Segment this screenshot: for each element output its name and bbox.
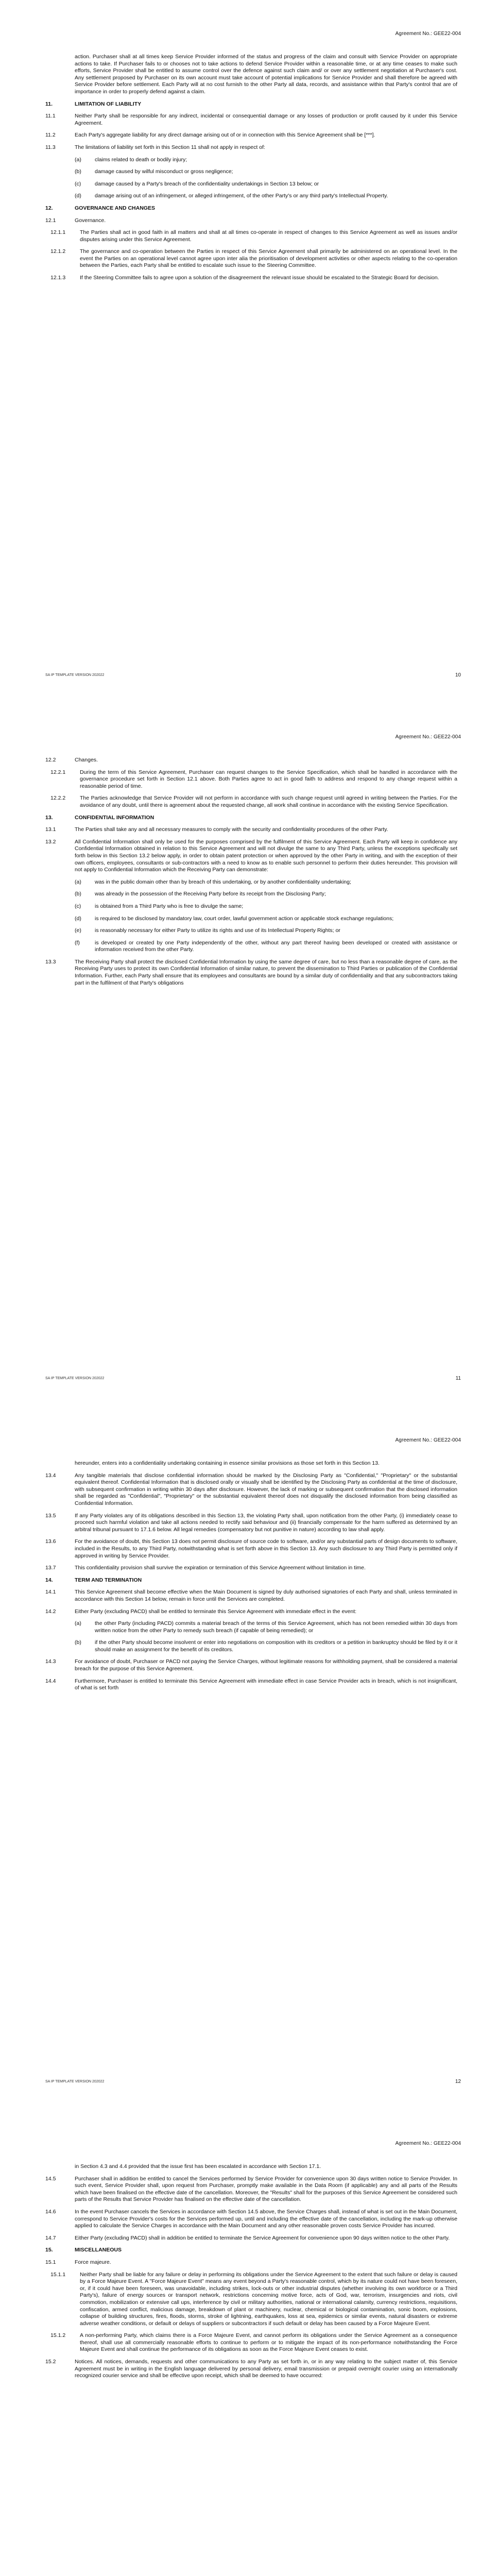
clause: [45, 1472, 457, 1507]
clause-number: 15.1: [45, 2259, 56, 2265]
clause-number: 15.: [45, 2247, 53, 2253]
clause-number: (a): [75, 878, 81, 885]
clause-number: 12.1.2: [50, 248, 66, 255]
clause-text: is developed or created by one Party independently of the other, without any part thereof having been developed or created with assistance or information received from the other Party.: [95, 939, 457, 953]
page-number: 12: [455, 2079, 461, 2084]
clause-text: damage caused by a Party's breach of the confidentiality undertakings in Section 13 below; or: [95, 180, 319, 187]
clause: [45, 1589, 457, 1603]
section-heading: [45, 2247, 457, 2254]
clause-number: 13.1: [45, 826, 56, 833]
clause-number: 13.5: [45, 1512, 56, 1519]
clause-number: 14.: [45, 1577, 53, 1583]
clause-text: The Parties acknowledge that Service Provider will not perform in accordance with such change request until agreed in writing between the Parties. For the avoidance of any doubt, until there is agreement about the requested change, all work shall continue in accordance with the existing Service Specification.: [80, 795, 457, 808]
clause-number: 13.7: [45, 1565, 56, 1571]
clause-number: 14.3: [45, 1658, 56, 1665]
clause: [45, 940, 457, 954]
clause-text: in Section 4.3 and 4.4 provided that the issue first has been escalated in accordance with Section 17.1.: [75, 2163, 321, 2170]
section-heading: [45, 815, 457, 822]
clause-text: All Confidential Information shall only be used for the purposes comprised by the fulfilment of this Service Agreement. Each Party will keep in confidence any Confidential Information obtained in relation to this Service Agreement and will not divulge the same to any Third Party, unless the exceptions specifically set forth below in this Section 13.2 below apply, in order to obtain patent protection or when approved by the other Party in writing, and with the exception of their own officers, employees, consultants or sub-contractors with a need to know as to enable such personnel to perform their duties hereunder. This provision will not apply to Confidential Information which the Receiving Party can demonstrate:: [75, 838, 457, 873]
clause-text: damage arising out of an infringement, or alleged infringement, of the other Party's or any third party's Intellectual Property.: [95, 193, 388, 199]
clause-text: claims related to death or bodily injury;: [95, 156, 187, 163]
clause: [45, 1538, 457, 1560]
clause: [45, 2359, 457, 2380]
clause-text: The limitations of liability set forth in this Section 11 shall not apply in respect of:: [75, 144, 265, 150]
clause-number: 12.2.1: [50, 769, 66, 775]
clause-number: 14.6: [45, 2208, 56, 2215]
clause-number: (b): [75, 168, 81, 175]
clause-number: 11.1: [45, 113, 56, 120]
clause-number: 12.1.3: [50, 275, 66, 281]
clause: [45, 157, 457, 164]
clause-text: Purchaser shall in addition be entitled to cancel the Services performed by Service Provider for convenience upon 30 days written notice to Service Provider. In such event, Service Provider shall, upon request from Purchaser, promptly make available in the Data Room (if applicable) any and all parts of the Results which have been finalised on the effective date of the cancellation. Moreover, the "Results" shall for the purposes of this Service Agreement be considered such parts of the Results that Service Provider has finalised on the effective date of the cancellation.: [75, 2175, 457, 2203]
clause-number: 13.6: [45, 1538, 56, 1545]
continued-paragraph: [45, 2163, 457, 2171]
clause-number: (b): [75, 891, 81, 897]
clause-text: damage caused by wilful misconduct or gross negligence;: [95, 168, 233, 175]
clause-text: MISCELLANEOUS: [75, 2247, 122, 2253]
clause: [45, 113, 457, 127]
clause-number: (c): [75, 903, 81, 909]
clause: [45, 1658, 457, 1672]
clause-text: The Parties shall take any and all necessary measures to comply with the security and confidentiality procedures of the other Party.: [75, 826, 388, 833]
page: [0, 1406, 497, 2110]
clause-text: Furthermore, Purchaser is entitled to terminate this Service Agreement with immediate effect in case Service Provider acts in breach, which is not insignificant, of what is set forth: [75, 1677, 457, 1691]
clause-text: Either Party (excluding PACD) shall be entitled to terminate this Service Agreement with immediate effect in the event:: [75, 1608, 357, 1615]
clause-text: Each Party's aggregate liability for any direct damage arising out of or in connection with this Service Agreement shall be [***].: [75, 132, 375, 139]
clause: [45, 1513, 457, 1534]
clause-number: 12.1.1: [50, 229, 66, 236]
clause: [45, 757, 457, 764]
clause-number: 11.3: [45, 144, 56, 150]
clause: [45, 959, 457, 987]
clause-number: (d): [75, 915, 81, 922]
section-heading: [45, 101, 457, 108]
clause: [45, 826, 457, 834]
clause-text: For avoidance of doubt, Purchaser or PACD not paying the Service Charges, without legitimate reasons for withholding payment, shall be considered a material breach for the purpose of this Service Agreement.: [75, 1658, 457, 1672]
clause: [45, 1678, 457, 1692]
clause-number: (b): [75, 1639, 81, 1646]
page-body: [45, 2163, 457, 2385]
clause: [45, 2209, 457, 2230]
clause-number: 13.3: [45, 958, 56, 965]
clause: [45, 181, 457, 188]
clause: [45, 795, 457, 809]
page-body: [45, 54, 457, 287]
page-body: [45, 1460, 457, 1697]
clause-number: 11.: [45, 100, 53, 107]
clause-text: If the Steering Committee fails to agree upon a solution of the disagreement the relevant issue should be escalated to the Strategic Board for decision.: [80, 275, 439, 281]
clause-number: 12.1: [45, 217, 56, 224]
section-heading: [45, 205, 457, 212]
clause: [45, 1639, 457, 1653]
clause-number: 15.2: [45, 2359, 56, 2365]
clause: [45, 769, 457, 790]
page-number: 10: [455, 672, 461, 678]
clause-text: Either Party (excluding PACD) shall in addition be entitled to terminate the Service Agreement for convenience upon 90 days written notice to the other Party.: [75, 2234, 450, 2241]
clause-number: 13.4: [45, 1472, 56, 1479]
clause-text: The Receiving Party shall protect the disclosed Confidential Information by using the same degree of care, but no less than a reasonable degree of care, as the Receiving Party uses to protect its own Confidential Information of similar nature, to prevent the dissemination to Third Parties or publication of the Confidential Information. Further, each Party shall ensure that its employees and consultants are bound by a similar duty of confidentiality and that any subcontractors taking part in the fulfilment of that Party's obligations: [75, 958, 457, 986]
page: [0, 2110, 497, 2576]
clause-text: is required to be disclosed by mandatory law, court order, lawful government action or applicable stock exchange regulations;: [95, 915, 394, 922]
clause: [45, 217, 457, 225]
section-heading: [45, 1577, 457, 1584]
clause-number: 14.2: [45, 1608, 56, 1615]
clause-text: In the event Purchaser cancels the Services in accordance with Section 14.5 above, the Service Charges shall, instead of what is set out in the Main Document, correspond to Service Provider's costs for the Services performed up, until and including the effective date of the cancellation, including the mark-up otherwise applied to calculate the Service Charges in accordance with the Main Document and any other reasonable proven costs Service Provider has incurred.: [75, 2208, 457, 2229]
clause-number: 12.2: [45, 757, 56, 763]
clause-text: is obtained from a Third Party who is free to divulge the same;: [95, 903, 244, 909]
clause-text: was in the public domain other than by breach of this undertaking, or by another confidentiality undertaking;: [95, 878, 351, 885]
clause-text: the other Party (including PACD) commits a material breach of the terms of this Service Agreement, which has not been remedied within 30 days from written notice from the other Party to remedy such breach (if capable of being remedied); or: [95, 1620, 457, 1634]
clause-number: 15.1.1: [50, 2271, 66, 2278]
clause: [45, 891, 457, 898]
clause: [45, 193, 457, 200]
clause-number: 15.1.2: [50, 2332, 66, 2339]
page: [0, 0, 497, 703]
clause-number: (d): [75, 193, 81, 199]
clause-text: If any Party violates any of its obligations described in this Section 13, the violating Party shall, upon notification from the other Party, (i) immediately cease to proceed such harmful violation and take all actions needed to rectify said behaviour and (ii) financially compensate for the harm suffered as determined by an arbitral tribunal pursuant to 17.1.6 below. All legal remedies (compensatory but not punitive in nature) according to law shall apply.: [75, 1512, 457, 1533]
clause-text: Notices. All notices, demands, requests and other communications to any Party as set forth in, or in any way relating to the subject matter of, this Service Agreement must be in writing in the English language delivered by personal delivery, email transmission or prepaid overnight courier using an internationally recognized courier service and shall be effective upon receipt, which shall be deemed to have occurred:: [75, 2359, 457, 2379]
clause: [45, 1620, 457, 1634]
clause: [45, 168, 457, 176]
template-version-footer: SA IP TEMPLATE VERSION 202022: [45, 1377, 105, 1380]
clause: [45, 916, 457, 923]
clause-number: 13.2: [45, 838, 56, 845]
agreement-number-header: Agreement No.: GEE22-004: [395, 31, 461, 37]
clause-text: GOVERNANCE AND CHANGES: [75, 205, 155, 211]
clause-text: Neither Party shall be liable for any failure or delay in performing its obligations under the Service Agreement to the extent that such failure or delay is caused by a Force Majeure Event. A "Force Majeure Event" means any event beyond a Party's reasonable control, which by its nature could not have been foreseen, or, if it could have been foreseen, was unavoidable, including strikes, lock-outs or other industrial disputes (whether involving its own workforce or a Third Party's), failure of energy sources or transport network, restrictions concerning motive force, acts of God, war, terrorism, insurgencies and riots, civil commotion, mobilization or extensive call ups, interference by civil or military authorities, national or international calamity, currency restrictions, requisitions, confiscation, armed conflict, malicious damage, breakdown of plant or machinery, nuclear, chemical or biological contamination, sonic boom, explosions, collapse of building structures, fires, floods, storms, stroke of lightning, earthquakes, loss at sea, epidemics or similar events, natural disasters or extreme adverse weather conditions, or default or delays of suppliers or subcontractors if such default or delay has been caused by a Force Majeure Event.: [80, 2271, 457, 2327]
clause-text: if the other Party should become insolvent or enter into negotiations on composition with its creditors or a petition in bankruptcy should be filed by it or it should make an assignment for the benefit of its creditors.: [95, 1639, 457, 1653]
clause-text: Governance.: [75, 217, 106, 224]
page-body: [45, 757, 457, 992]
clause-number: 14.1: [45, 1589, 56, 1596]
continued-paragraph: [45, 1460, 457, 1467]
clause-text: CONFIDENTIAL INFORMATION: [75, 814, 155, 821]
template-version-footer: SA IP TEMPLATE VERSION 202022: [45, 2080, 105, 2083]
clause-number: 14.4: [45, 1677, 56, 1684]
clause-text: For the avoidance of doubt, this Section 13 does not permit disclosure of source code to software, and/or any substantial parts of design documents to software, included in the Results, to any Third Party, notwithstanding what is set forth above in this Section 13. Any such disclosure to any Third Party is permitted only if approved in writing by Service Provider.: [75, 1538, 458, 1559]
clause-number: (f): [75, 939, 80, 946]
clause: [45, 144, 457, 151]
clause: [45, 839, 457, 874]
clause: [45, 927, 457, 935]
clause-text: action. Purchaser shall at all times keep Service Provider informed of the status and progress of the claim and consult with Service Provider on appropriate actions to take. If Purchaser fails to or chooses not to take actions to defend Service Provider within a reasonable time, or at any time ceases to make such efforts, Service Provider shall be entitled to assume control over the defence against such claim and/ or over any settlement negotiation at Purchaser's cost. Any settlement proposed by Purchaser on its own account must take account of potential implications for Service Provider and shall therefore be agreed with Service Provider before settlement. Each Party will at no cost furnish to the other Party all data, records, and assistance within that Party's control that are of importance in order to properly defend against a claim.: [75, 54, 457, 95]
clause: [45, 1608, 457, 1616]
agreement-number-header: Agreement No.: GEE22-004: [395, 2141, 461, 2146]
clause-text: This confidentiality provision shall survive the expiration or termination of this Service Agreement without limitation in time.: [75, 1565, 366, 1571]
agreement-number-header: Agreement No.: GEE22-004: [395, 734, 461, 740]
clause-number: 14.7: [45, 2234, 56, 2241]
clause-text: During the term of this Service Agreement, Purchaser can request changes to the Service Specification, which shall be handled in accordance with the governance procedure set forth in Section 12.1 above. Both Parties agree to act in good faith to address and respond to any change request within a reasonable period of time.: [80, 769, 457, 789]
clause: [45, 229, 457, 243]
clause: [45, 248, 457, 269]
clause-text: The governance and co-operation between the Parties in respect of this Service Agreement shall primarily be administered on an operational level. In the event the Parties on an operational level cannot agree upon inter alia the prioritisation of development activities or other aspects relating to the co-operation between the Parties, each Party shall be entitled to escalate such issue to the Steering Committee.: [80, 248, 457, 269]
clause: [45, 2272, 457, 2328]
clause-text: is reasonably necessary for either Party to utilize its rights and use of its Intellectual Property Rights; or: [95, 927, 340, 934]
clause: [45, 2332, 457, 2353]
agreement-number-header: Agreement No.: GEE22-004: [395, 1437, 461, 1443]
clause: [45, 2259, 457, 2266]
clause-text: Any tangible materials that disclose confidential information should be marked by the Disclosing Party as "Confidential," "Proprietary" or the substantial equivalent thereof. Confidential Information that is disclosed orally or visually shall be identified by the Disclosing Party as confidential at the time of disclosure, with subsequent confirmation in writing within 30 days after disclosure. However, the lack of marking or subsequent confirmation that the disclosed information shall be regarded as "Confidential", "Proprietary" or the substantial equivalent thereof does not disqualify the disclosed information from being classified as Confidential Information.: [75, 1472, 457, 1506]
template-version-footer: SA IP TEMPLATE VERSION 202022: [45, 673, 105, 677]
clause-text: The Parties shall act in good faith in all matters and shall at all times co-operate in respect of changes to this Service Agreement as well as issues and/or disputes arising under this Service Agreement.: [80, 229, 457, 243]
clause-number: 14.5: [45, 2175, 56, 2182]
clause: [45, 275, 457, 282]
clause-text: A non-performing Party, which claims there is a Force Majeure Event, and cannot perform its obligations under the Service Agreement as a consequence thereof, shall use all commercially reasonable efforts to continue to perform or to mitigate the impact of its non-performance notwithstanding the Force Majeure Event and shall continue the performance of its obligations as soon as the Force Majeure Event ceases to exist.: [80, 2332, 457, 2353]
clause: [45, 1565, 457, 1572]
clause-text: Force majeure.: [75, 2259, 111, 2265]
clause: [45, 903, 457, 910]
clause-number: 11.2: [45, 132, 56, 139]
clause-text: Changes.: [75, 757, 98, 763]
clause-text: hereunder, enters into a confidentiality undertaking containing in essence similar provisions as those set forth in this Section 13.: [75, 1460, 380, 1466]
page: [0, 703, 497, 1406]
clause-number: 13.: [45, 814, 53, 821]
clause-text: TERM AND TERMINATION: [75, 1577, 142, 1583]
clause-number: (c): [75, 180, 81, 187]
clause-number: 12.: [45, 205, 53, 211]
clause-text: This Service Agreement shall become effective when the Main Document is signed by duly authorised signatories of each Party and shall, unless terminated in accordance with this Section 14 below, remain in force until the Services are completed.: [75, 1589, 457, 1602]
clause-number: (a): [75, 156, 81, 163]
clause-text: was already in the possession of the Receiving Party before its receipt from the Disclosing Party;: [95, 891, 326, 897]
clause: [45, 132, 457, 139]
clause: [45, 2176, 457, 2204]
clause: [45, 879, 457, 886]
clause-number: (a): [75, 1620, 81, 1627]
clause: [45, 2235, 457, 2242]
continued-paragraph: [45, 54, 457, 96]
page-number: 11: [455, 1376, 461, 1381]
clause-number: (e): [75, 927, 81, 934]
clause-text: Neither Party shall be responsible for any indirect, incidental or consequential damage or any losses of production or profit caused by it under this Service Agreement.: [75, 113, 457, 126]
clause-text: LIMITATION OF LIABILITY: [75, 100, 142, 107]
clause-number: 12.2.2: [50, 795, 66, 802]
